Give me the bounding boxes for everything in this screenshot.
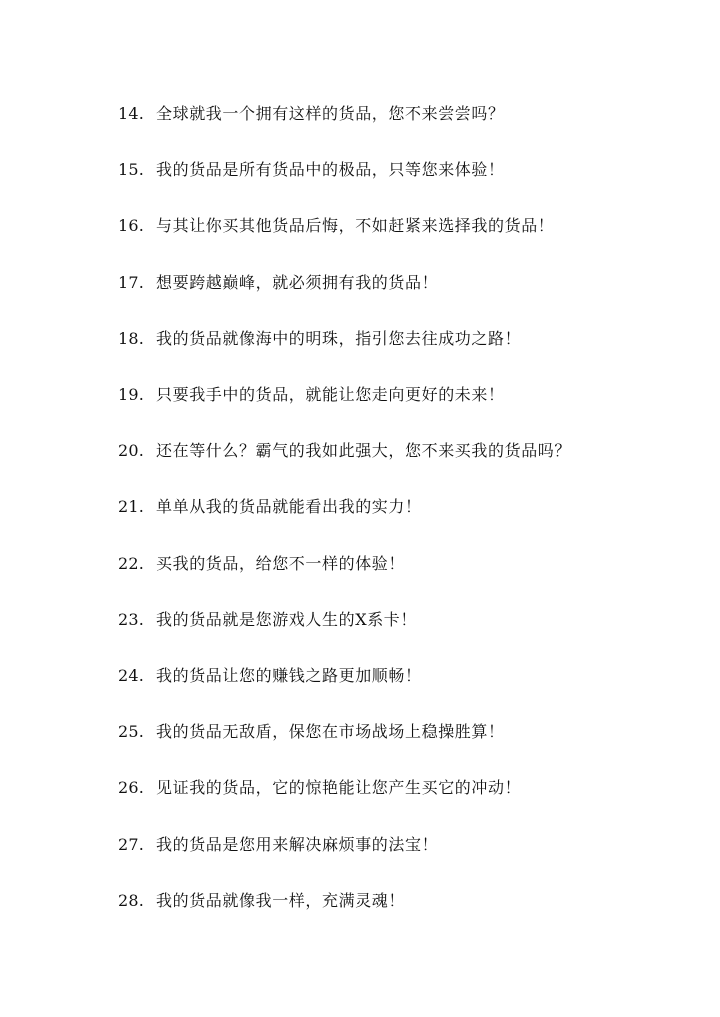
list-item — [118, 648, 678, 704]
list-item — [118, 816, 678, 872]
item-text: 买我的货品，给您不一样的体验！ — [156, 553, 406, 573]
item-text: 还在等什么？霸气的我如此强大，您不来买我的货品吗？ — [156, 441, 572, 461]
list-item — [118, 423, 678, 479]
item-text: 想要跨越巅峰，就必须拥有我的货品！ — [156, 272, 439, 292]
item-text: 只要我手中的货品，就能让您走向更好的未来！ — [156, 385, 505, 405]
item-number: 26. — [118, 778, 145, 798]
item-text: 我的货品是所有货品中的极品，只等您来体验！ — [156, 160, 505, 180]
item-number: 28. — [118, 890, 145, 910]
item-text: 我的货品就像海中的明珠，指引您去往成功之路！ — [156, 328, 522, 348]
item-number: 18. — [118, 328, 145, 348]
list-item — [118, 198, 678, 254]
list-item — [118, 367, 678, 423]
item-text: 与其让你买其他货品后悔，不如赶紧来选择我的货品！ — [156, 216, 555, 236]
list-item — [118, 873, 678, 929]
item-text: 我的货品是您用来解决麻烦事的法宝！ — [156, 834, 439, 854]
item-number: 14. — [118, 104, 145, 124]
list-item — [118, 760, 678, 816]
list-item — [118, 704, 678, 760]
item-text: 见证我的货品，它的惊艳能让您产生买它的冲动！ — [156, 778, 522, 798]
item-number: 16. — [118, 216, 145, 236]
list-item — [118, 255, 678, 311]
item-text: 我的货品就是您游戏人生的X系卡！ — [156, 609, 417, 629]
item-number: 23. — [118, 609, 145, 629]
item-number: 17. — [118, 272, 145, 292]
list-item — [118, 592, 678, 648]
item-number: 21. — [118, 497, 145, 517]
list-item — [118, 536, 678, 592]
list-item — [118, 311, 678, 367]
item-text: 我的货品就像我一样，充满灵魂！ — [156, 890, 406, 910]
item-number: 27. — [118, 834, 145, 854]
item-number: 15. — [118, 160, 145, 180]
numbered-list — [118, 86, 678, 929]
item-number: 25. — [118, 722, 145, 742]
item-number: 22. — [118, 553, 145, 573]
item-number: 24. — [118, 665, 145, 685]
item-text: 单单从我的货品就能看出我的实力！ — [156, 497, 422, 517]
item-number: 19. — [118, 385, 145, 405]
item-text: 全球就我一个拥有这样的货品，您不来尝尝吗？ — [156, 104, 505, 124]
list-item — [118, 86, 678, 142]
item-text: 我的货品让您的赚钱之路更加顺畅！ — [156, 665, 422, 685]
item-text: 我的货品无敌盾，保您在市场战场上稳操胜算！ — [156, 722, 505, 742]
item-number: 20. — [118, 441, 145, 461]
list-item — [118, 142, 678, 198]
list-item — [118, 479, 678, 535]
